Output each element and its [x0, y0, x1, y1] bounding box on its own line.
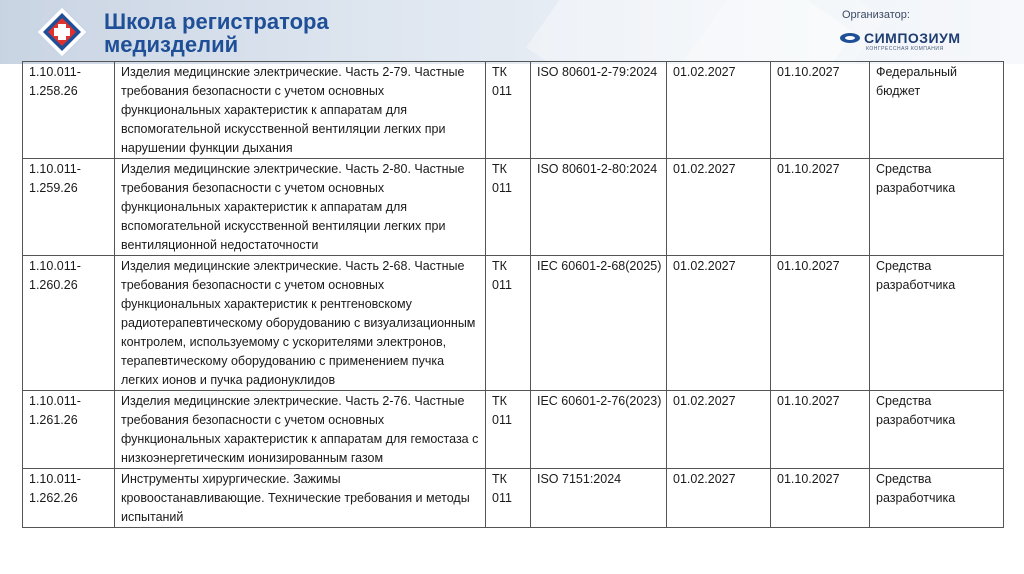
cell-standard: IEC 60601-2-68(2025) [531, 256, 667, 391]
cell-funding: Средства разработчика [870, 469, 1004, 528]
cell-committee: ТК 011 [486, 159, 531, 256]
cell-standard: ISO 80601-2-80:2024 [531, 159, 667, 256]
cell-date-end: 01.10.2027 [771, 469, 870, 528]
cell-date-start: 01.02.2027 [667, 159, 771, 256]
table-row [23, 256, 1004, 391]
title-line-1: Школа регистратора [104, 9, 329, 34]
cell-code: 1.10.011-1.261.26 [23, 391, 115, 469]
cell-date-start: 01.02.2027 [667, 62, 771, 159]
organizer-logo [840, 30, 961, 46]
table-row [23, 391, 1004, 469]
cell-date-end: 01.10.2027 [771, 62, 870, 159]
cell-committee: ТК 011 [486, 256, 531, 391]
standards-table [22, 61, 1004, 528]
organizer-label: Организатор: [842, 9, 910, 21]
cell-title: Изделия медицинские электрические. Часть 2-68. Частные требования безопасности с учетом основных функциональных характеристик к рентгеновскому радиотерапевтическому оборудованию с визуализационным контролем, используемому с ускорителями электронов, терапевтическому оборудованию с применением пучка легких ионов и пучка радионуклидов [115, 256, 486, 391]
cell-date-end: 01.10.2027 [771, 159, 870, 256]
cell-code: 1.10.011-1.260.26 [23, 256, 115, 391]
cell-title: Изделия медицинские электрические. Часть 2-79. Частные требования безопасности с учетом основных функциональных характеристик к аппаратам для вспомогательной искусственной вентиляции легких при нарушении функции дыхания [115, 62, 486, 159]
cell-funding: Средства разработчика [870, 256, 1004, 391]
cell-date-end: 01.10.2027 [771, 256, 870, 391]
cell-standard: ISO 7151:2024 [531, 469, 667, 528]
cell-code: 1.10.011-1.258.26 [23, 62, 115, 159]
table-body [23, 62, 1004, 528]
title-line-2: медизделий [104, 32, 239, 57]
table-row [23, 469, 1004, 528]
cell-title: Изделия медицинские электрические. Часть 2-80. Частные требования безопасности с учетом основных функциональных характеристик к аппаратам для вспомогательной искусственной вентиляции легких при вентиляционной недостаточности [115, 159, 486, 256]
cell-code: 1.10.011-1.262.26 [23, 469, 115, 528]
cell-date-start: 01.02.2027 [667, 256, 771, 391]
cell-standard: ISO 80601-2-79:2024 [531, 62, 667, 159]
cell-funding: Средства разработчика [870, 391, 1004, 469]
cell-date-start: 01.02.2027 [667, 469, 771, 528]
header-banner [0, 0, 1024, 64]
cell-committee: ТК 011 [486, 62, 531, 159]
cell-standard: IEC 60601-2-76(2023) [531, 391, 667, 469]
cell-title: Изделия медицинские электрические. Часть 2-76. Частные требования безопасности с учетом основных функциональных характеристик к аппаратам для гемостаза с низкоэнергетическим ионизированным газом [115, 391, 486, 469]
cell-code: 1.10.011-1.259.26 [23, 159, 115, 256]
cell-funding: Федеральный бюджет [870, 62, 1004, 159]
table-row [23, 159, 1004, 256]
page-title [104, 10, 329, 56]
organizer-subtitle: КОНГРЕССНАЯ КОМПАНИЯ [866, 46, 944, 52]
cell-funding: Средства разработчика [870, 159, 1004, 256]
cell-date-start: 01.02.2027 [667, 391, 771, 469]
cell-committee: ТК 011 [486, 469, 531, 528]
school-logo-icon [36, 6, 88, 58]
table-row [23, 62, 1004, 159]
cell-title: Инструменты хирургические. Зажимы кровоостанавливающие. Технические требования и методы испытаний [115, 469, 486, 528]
symposium-logo-icon [840, 33, 860, 43]
organizer-name: СИМПОЗИУМ [864, 30, 961, 46]
cell-date-end: 01.10.2027 [771, 391, 870, 469]
cell-committee: ТК 011 [486, 391, 531, 469]
